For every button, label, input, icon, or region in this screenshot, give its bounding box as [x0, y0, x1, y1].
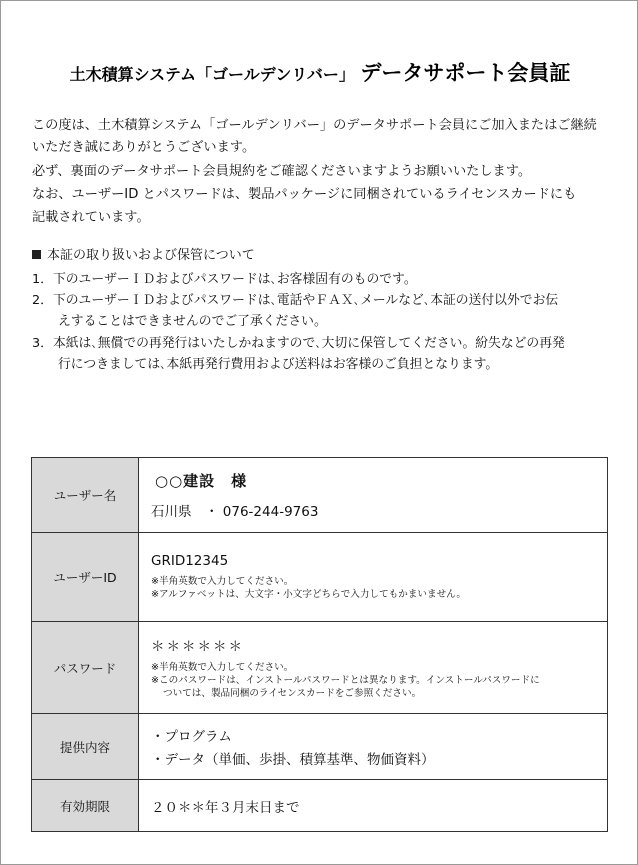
password-value: ＊＊＊＊＊＊ [151, 639, 244, 655]
table-row-password [32, 622, 608, 714]
table-row-user [32, 458, 608, 533]
page-title [1, 57, 638, 87]
member-info-table [31, 457, 608, 832]
expiry-cell [139, 780, 608, 832]
password-note-1: ※半角英数で入力してください。 [151, 662, 294, 673]
notes-heading [32, 244, 255, 263]
intro-line-2: いただき誠にありがとうございます。 [32, 140, 256, 155]
note-item-1: 1．下のユーザーＩＤおよびパスワードは､お客様固有のものです。 [32, 272, 417, 287]
intro-line-4: なお、ユーザーID とパスワードは、製品パッケージに同梱されているライセンスカードにも [32, 187, 577, 202]
user-name-label: ユーザー名 [32, 458, 139, 533]
password-cell [139, 622, 608, 714]
intro-line-1: この度は、土木積算システム「ゴールデンリバー」のデータサポート会員にご加入またはご継続 [32, 118, 597, 133]
note-item-3: 3．本紙は､無償での再発行はいたしかねますので､大切に保管してください。紛失などの再発 [32, 336, 565, 351]
password-note-3: ついては、製品同梱のライセンスカードをご参照ください。 [163, 688, 422, 699]
table-row-contents [32, 714, 608, 780]
user-id-label: ユーザーID [32, 533, 139, 622]
contents-label: 提供内容 [32, 714, 139, 780]
user-name-value: ○○建設 様 [155, 472, 248, 490]
expiry-value: ２０＊＊年３月末日まで [151, 799, 300, 816]
expiry-label: 有効期限 [32, 780, 139, 832]
password-note-2: ※このパスワードは、インストールパスワードとは異なります。インストールパスワードに [151, 675, 540, 686]
password-label: パスワード [32, 622, 139, 714]
table-row-id [32, 533, 608, 622]
table-row-expiry [32, 780, 608, 832]
intro-line-5: 記載されています。 [32, 210, 150, 225]
user-id-cell [139, 533, 608, 622]
user-address-value: 石川県 ・ 076-244-9763 [151, 504, 319, 520]
contents-item-program: ・プログラム [151, 729, 232, 745]
notes-heading-text: 本証の取り扱いおよび保管について [47, 248, 255, 263]
note-item-2-cont: えすることはできませんのでご了承ください。 [58, 314, 327, 329]
note-item-3-cont: 行につきましては､本紙再発行費用および送料はお客様のご負担となります。 [58, 357, 499, 372]
user-id-note-1: ※半角英数で入力してください。 [151, 576, 294, 587]
note-item-2: 2．下のユーザーＩＤおよびパスワードは､電話やＦＡＸ､メールなど､本証の送付以外でお伝 [32, 293, 559, 308]
title-system-name: 土木積算システム「ゴールデンリバー」 [69, 65, 355, 84]
contents-cell [139, 714, 608, 780]
title-card-name: データサポート会員証 [360, 61, 571, 85]
user-id-value: GRID12345 [151, 553, 229, 569]
square-bullet-icon [32, 250, 41, 259]
intro-line-3: 必ず、裏面のデータサポート会員規約をご確認くださいますようお願いいたします。 [32, 164, 532, 179]
user-name-cell [139, 458, 608, 533]
user-id-note-2: ※アルファベットは、大文字・小文字どちらで入力してもかまいません。 [151, 589, 466, 600]
contents-item-data: ・データ（単価、歩掛、積算基準、物価資料） [151, 752, 435, 768]
